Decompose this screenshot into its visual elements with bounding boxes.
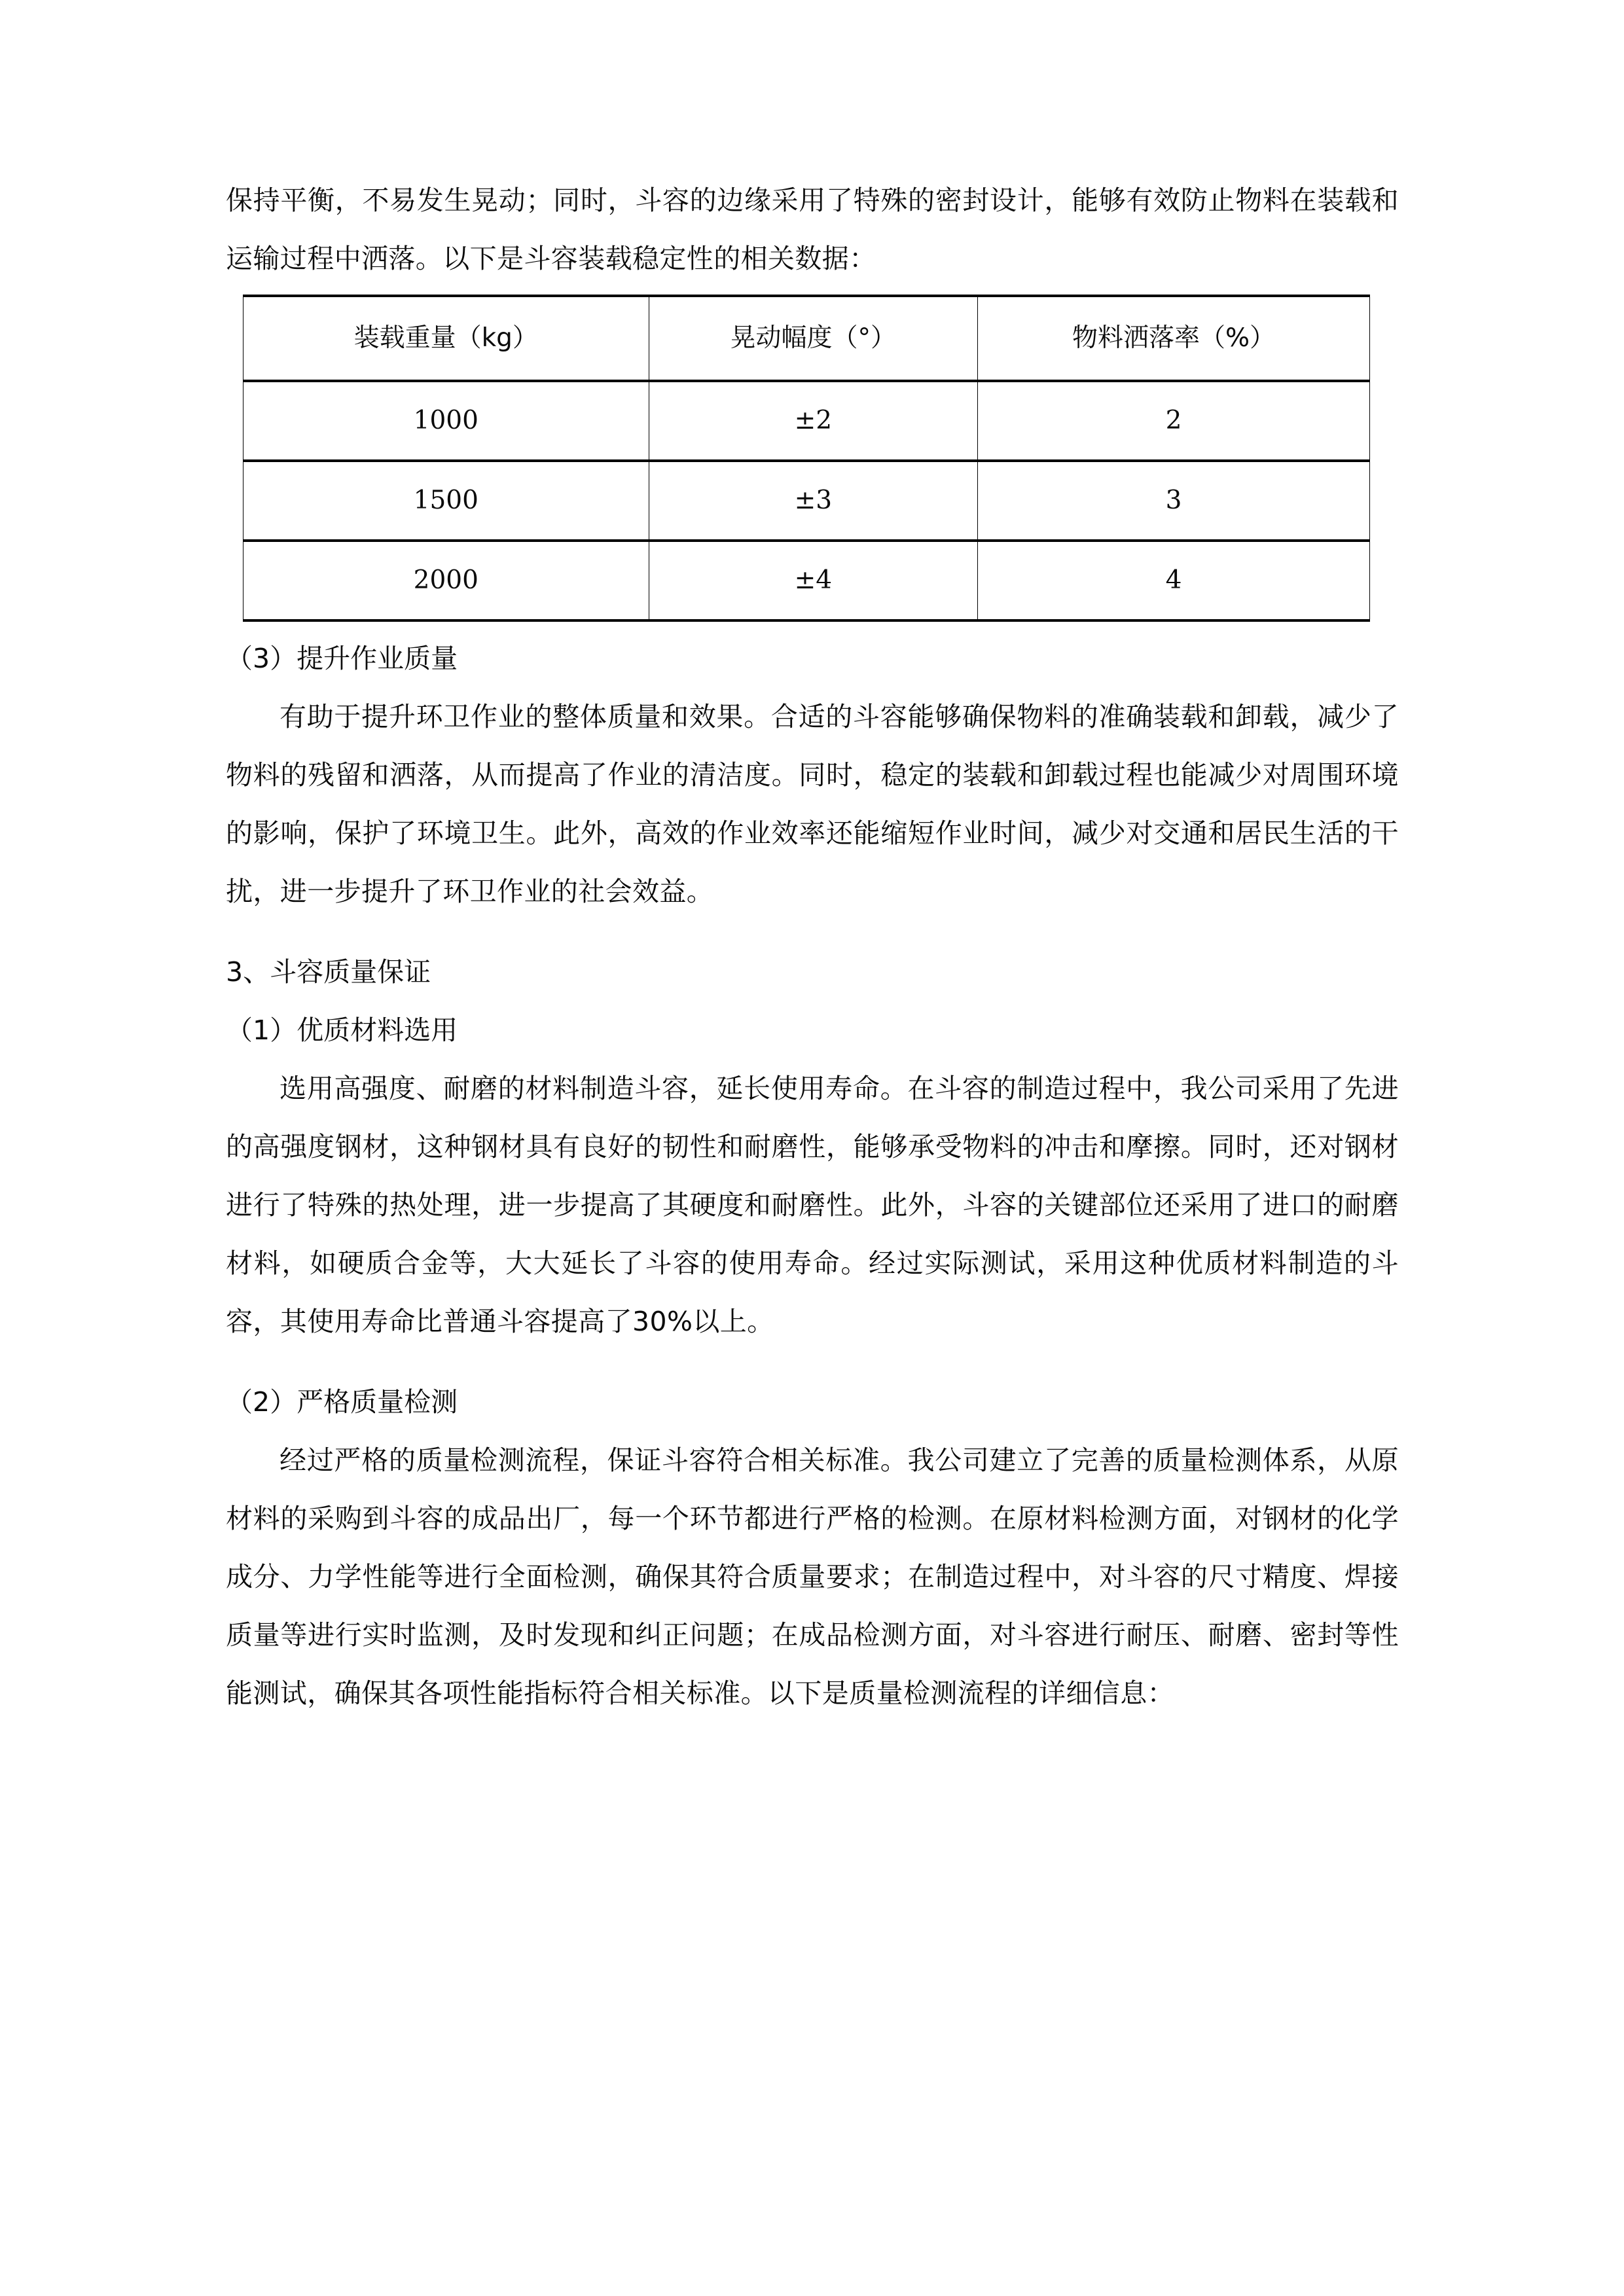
table-header-cell-spill-rate: 物料洒落率（%） xyxy=(978,296,1370,381)
table-cell-load-weight: 1500 xyxy=(244,461,649,541)
spacer xyxy=(226,921,1399,943)
spacer xyxy=(226,1351,1399,1373)
loading-stability-table-wrapper xyxy=(243,295,1370,622)
table-header-row xyxy=(244,296,1370,381)
paragraph-intro: 保持平衡，不易发生晃动；同时，斗容的边缘采用了特殊的密封设计，能够有效防止物料在装载和运输过程中洒落。以下是斗容装载稳定性的相关数据： xyxy=(226,185,1399,274)
table-cell-spill-rate: 4 xyxy=(978,541,1370,620)
table-row xyxy=(244,541,1370,620)
table-header-cell-load-weight: 装载重量（kg） xyxy=(244,296,649,381)
table-cell-sway-amplitude: ±3 xyxy=(649,461,978,541)
paragraph-quality-material-selection: 选用高强度、耐磨的材料制造斗容，延长使用寿命。在斗容的制造过程中，我公司采用了先进的高强度钢材，这种钢材具有良好的韧性和耐磨性，能够承受物料的冲击和摩擦。同时，还对钢材进行了特殊的热处理，进一步提高了其硬度和耐磨性。此外，斗容的关键部位还采用了进口的耐磨材料，如硬质合金等，大大延长了斗容的使用寿命。经过实际测试，采用这种优质材料制造的斗容，其使用寿命比普通斗容提高了30%以上。 xyxy=(226,1073,1399,1337)
table-row xyxy=(244,461,1370,541)
paragraph-strict-quality-inspection: 经过严格的质量检测流程，保证斗容符合相关标准。我公司建立了完善的质量检测体系，从原材料的采购到斗容的成品出厂，每一个环节都进行严格的检测。在原材料检测方面，对钢材的化学成分、力学性能等进行全面检测，确保其符合质量要求；在制造过程中，对斗容的尺寸精度、焊接质量等进行实时监测，及时发现和纠正问题；在成品检测方面，对斗容进行耐压、耐磨、密封等性能测试，确保其各项性能指标符合相关标准。以下是质量检测流程的详细信息： xyxy=(226,1444,1399,1709)
paragraph-improve-work-quality: 有助于提升环卫作业的整体质量和效果。合适的斗容能够确保物料的准确装载和卸载，减少了物料的残留和洒落，从而提高了作业的清洁度。同时，稳定的装载和卸载过程也能减少对周围环境的影响，保护了环境卫生。此外，高效的作业效率还能缩短作业时间，减少对交通和居民生活的干扰，进一步提升了环卫作业的社会效益。 xyxy=(226,701,1399,907)
table-header-cell-sway-amplitude: 晃动幅度（°） xyxy=(649,296,978,381)
heading-section-bucket-quality-assurance: 3、斗容质量保证 xyxy=(226,956,431,988)
table-cell-load-weight: 1000 xyxy=(244,381,649,461)
heading-improve-work-quality: （3）提升作业质量 xyxy=(226,643,458,674)
table-cell-spill-rate: 3 xyxy=(978,461,1370,541)
table-cell-sway-amplitude: ±2 xyxy=(649,381,978,461)
page-content xyxy=(226,171,1399,1723)
table-row xyxy=(244,381,1370,461)
heading-strict-quality-inspection: （2）严格质量检测 xyxy=(226,1386,458,1418)
table-cell-load-weight: 2000 xyxy=(244,541,649,620)
heading-quality-material-selection: （1）优质材料选用 xyxy=(226,1014,458,1046)
table-cell-spill-rate: 2 xyxy=(978,381,1370,461)
table-cell-sway-amplitude: ±4 xyxy=(649,541,978,620)
loading-stability-table xyxy=(243,295,1370,622)
spacer xyxy=(226,622,1399,630)
